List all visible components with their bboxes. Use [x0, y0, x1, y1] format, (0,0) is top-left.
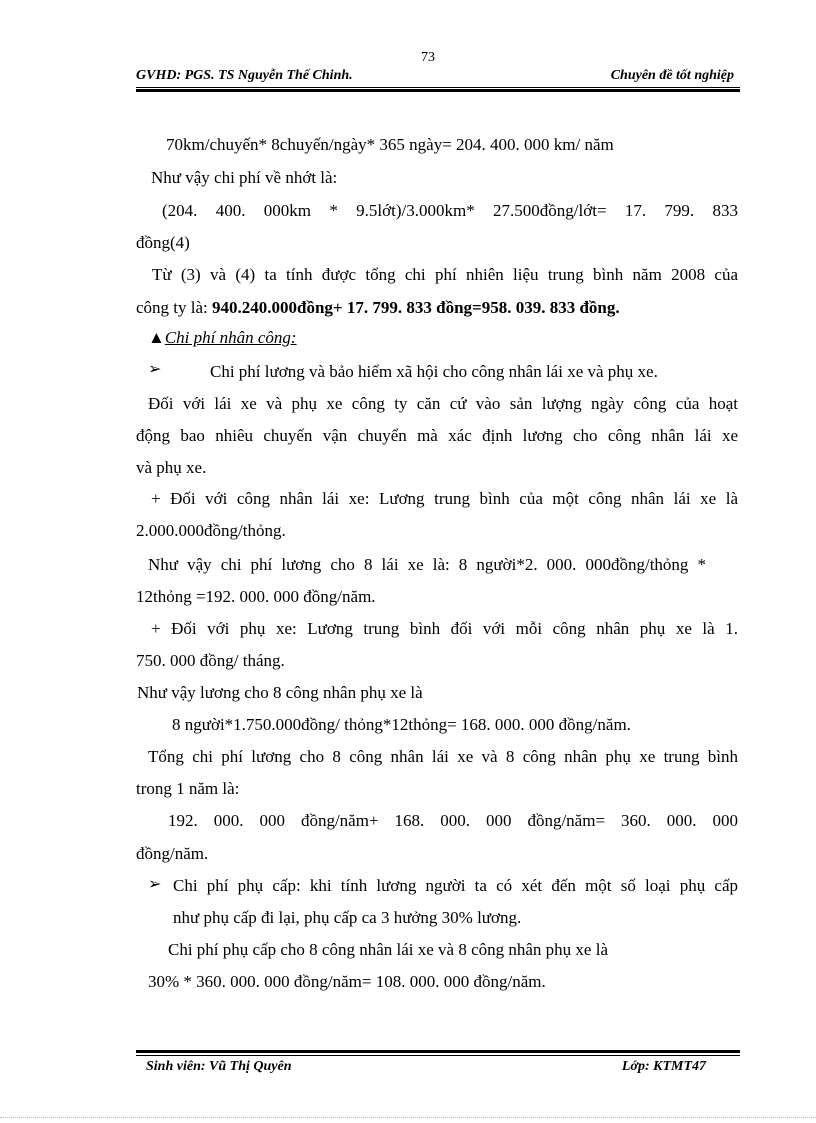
body-line: Đối với lái xe và phụ xe công ty căn cứ vào sản lượng ngày công của hoạt [148, 394, 738, 413]
body-line: đồng(4) [136, 233, 190, 252]
triangle-icon: ▲ [148, 328, 165, 347]
body-line: và phụ xe. [136, 458, 207, 477]
body-line: Tổng chi phí lương cho 8 công nhân lái xe và 8 công nhân phụ xe trung bình [148, 747, 738, 766]
header-supervisor: GVHD: PGS. TS Nguyễn Thế Chinh. [136, 68, 353, 83]
body-line: 192. 000. 000 đồng/năm+ 168. 000. 000 đồng/năm= 360. 000. 000 [168, 811, 738, 830]
footer-rule-thick [136, 1050, 740, 1053]
header-rule-thin [136, 87, 740, 88]
body-line: + Đối với phụ xe: Lương trung bình đối với mỗi công nhân phụ xe là 1. [151, 619, 738, 638]
page-footer [146, 1059, 706, 1079]
body-line: Như vậy lương cho 8 công nhân phụ xe là [137, 683, 423, 702]
arrow-bullet-icon: ➢ [148, 361, 162, 378]
body-line: Chi phí phụ cấp cho 8 công nhân lái xe và 8 công nhân phụ xe là [168, 940, 608, 959]
body-line: Chi phí lương và bảo hiểm xã hội cho công nhân lái xe và phụ xe. [210, 362, 658, 381]
fuel-total: 940.240.000đồng+ 17. 799. 833 đồng=958. 039. 833 đồng. [212, 298, 620, 317]
body-line: Từ (3) và (4) ta tính được tổng chi phí nhiên liệu trung bình năm 2008 của [152, 265, 738, 284]
body-line: Như vậy chi phí lương cho 8 lái xe là: 8 người*2. 000. 000đồng/thỏng * [148, 555, 706, 574]
body-line: đồng/năm. [136, 844, 209, 863]
body-line: (204. 400. 000km * 9.5lớt)/3.000km* 27.500đồng/lớt= 17. 799. 833 [162, 201, 738, 220]
body-line: động bao nhiêu chuyến vận chuyển mà xác định lương cho công nhân lái xe [136, 426, 738, 445]
body-line: 12thỏng =192. 000. 000 đồng/năm. [136, 587, 376, 606]
body-line: 70km/chuyến* 8chuyến/ngày* 365 ngày= 204. 400. 000 km/ năm [166, 135, 614, 154]
page-header [136, 66, 740, 86]
header-doc-type: Chuyên đề tốt nghiệp [610, 68, 734, 83]
body-line: + Đối với công nhân lái xe: Lương trung bình của một công nhân lái xe là [151, 489, 738, 508]
page-number: 73 [421, 50, 435, 65]
header-rule-thick [136, 89, 740, 92]
arrow-bullet-icon: ➢ [148, 876, 162, 893]
body-line: 2.000.000đồng/thỏng. [136, 521, 286, 540]
body-line: 8 người*1.750.000đồng/ thỏng*12thỏng= 168. 000. 000 đồng/năm. [172, 715, 631, 734]
footer-student: Sinh viên: Vũ Thị Quyên [146, 1059, 292, 1074]
footer-rule-thin [136, 1055, 740, 1056]
footer-class: Lớp: KTMT47 [621, 1059, 706, 1074]
labor-cost-heading: Chi phí nhân công: [164, 328, 297, 347]
body-line [136, 297, 620, 319]
body-line: như phụ cấp đi lại, phụ cấp ca 3 hưởng 30% lương. [173, 908, 522, 927]
body-line: 30% * 360. 000. 000 đồng/năm= 108. 000. 000 đồng/năm. [148, 972, 546, 991]
body-line: trong 1 năm là: [136, 779, 240, 798]
body-line: 750. 000 đồng/ tháng. [136, 651, 285, 670]
page-edge-divider [0, 1117, 816, 1118]
section-heading [148, 327, 297, 349]
body-line: Chi phí phụ cấp: khi tính lương người ta có xét đến một số loại phụ cấp [173, 876, 738, 895]
body-text: công ty là: [136, 298, 213, 317]
body-line: Như vậy chi phí về nhớt là: [151, 168, 338, 187]
